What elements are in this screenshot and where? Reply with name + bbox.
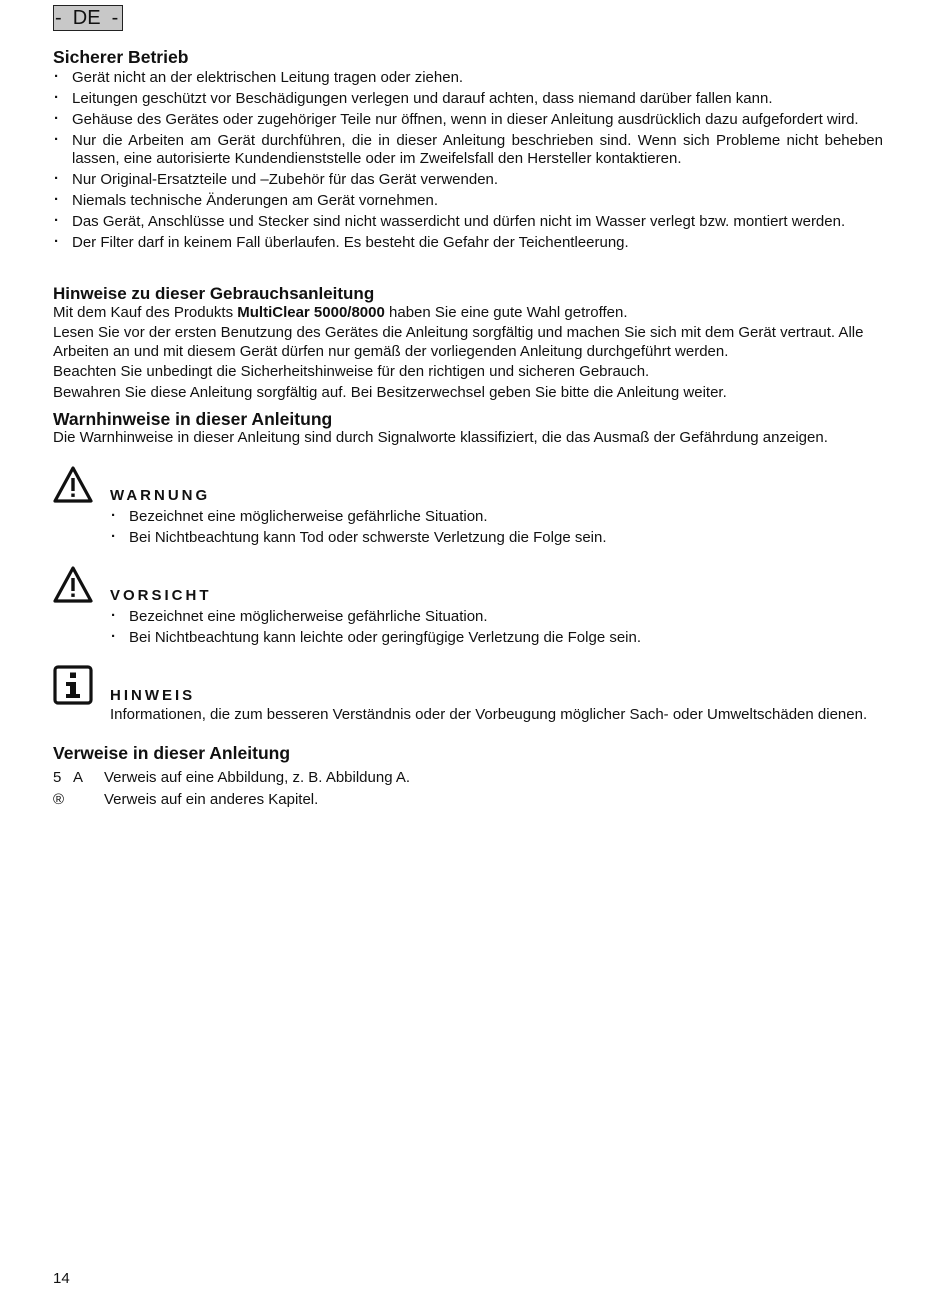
reference-symbol: 5 A [53,768,84,786]
list-item: · Gehäuse des Gerätes oder zugehöriger Teile nur öffnen, wenn in dieser Anleitung ausdrücklich dazu aufgefordert wird. [53,111,883,130]
notice-title-hinweis: HINWEIS [110,687,196,704]
page-number: 14 [53,1270,70,1287]
intro-paragraph [53,304,883,323]
list-item: · Nur die Arbeiten am Gerät durchführen, die in dieser Anleitung beschrieben sind. Wenn sich Probleme nicht beheben lassen, eine autorisierte Kundendienststelle oder im Zweifelsfall den Hersteller kontaktieren. [53,132,883,169]
list-item: · Bezeichnet eine möglicherweise gefährliche Situation. [110,508,883,527]
intro-post: haben Sie eine gute Wahl getroffen. [384,303,628,321]
safety-list [53,69,883,253]
section-title-verweise: Verweise in dieser Anleitung [53,743,291,763]
reference-text: Verweis auf eine Abbildung, z. B. Abbildung A. [104,768,411,786]
notice-warnung [53,465,883,547]
vorsicht-list [110,608,883,648]
warning-triangle-icon [53,465,93,505]
intro-pre: Mit dem Kauf des Produkts [53,303,238,321]
notice-vorsicht [53,565,883,647]
section-title-hinweise: Hinweise zu dieser Gebrauchsanleitung [53,283,375,303]
list-item: · Das Gerät, Anschlüsse und Stecker sind nicht wasserdicht und dürfen nicht im Wasser verlegt bzw. montiert werden. [53,213,883,232]
list-item: · Nur Original-Ersatzteile und –Zubehör für das Gerät verwenden. [53,171,883,190]
reference-list [53,769,883,810]
paragraph-warnhinweise: Die Warnhinweise in dieser Anleitung sind durch Signalworte klassifiziert, die das Ausmaß der Gefährdung anzeigen. [53,428,828,446]
list-item: · Niemals technische Änderungen am Gerät vornehmen. [53,192,883,211]
reference-symbol: ® [53,791,65,808]
notice-title-vorsicht: VORSICHT [110,587,212,604]
paragraph-safety-notes: Beachten Sie unbedingt die Sicherheitshinweise für den richtigen und sicheren Gebrauch. [53,363,650,380]
reference-text: Verweis auf ein anderes Kapitel. [104,791,319,808]
list-item: · Bei Nichtbeachtung kann Tod oder schwerste Verletzung die Folge sein. [110,529,883,548]
notice-hinweis [53,665,883,724]
list-item: · Bezeichnet eine möglicherweise gefährliche Situation. [110,608,883,627]
info-icon [53,665,93,705]
list-item: · Der Filter darf in keinem Fall überlaufen. Es besteht die Gefahr der Teichentleerung. [53,234,883,253]
section-title-sicherer-betrieb: Sicherer Betrieb [53,47,189,67]
product-name: MultiClear 5000/8000 [237,303,385,321]
warnung-list [110,508,883,548]
paragraph-keep-manual: Bewahren Sie diese Anleitung sorgfältig auf. Bei Besitzerwechsel geben Sie bitte die Anleitung weiter. [53,383,727,401]
list-item: · Bei Nichtbeachtung kann leichte oder geringfügige Verletzung die Folge sein. [110,629,883,648]
paragraph-read-manual: Lesen Sie vor der ersten Benutzung des Gerätes die Anleitung sorgfältig und machen Sie sich mit dem Gerät vertraut. Alle Arbeiten an und mit diesem Gerät dürfen nur gemäß der vorliegenden Anleitung durchgeführt werden. [53,324,864,360]
warning-triangle-icon [53,565,93,605]
page-content [53,48,883,814]
section-title-warnhinweise: Warnhinweise in dieser Anleitung [53,409,333,429]
reference-row [53,791,883,810]
language-tab: - DE - [53,5,123,31]
notice-text-hinweis: Informationen, die zum besseren Verständnis oder der Vorbeugung möglicher Sach- oder Umweltschäden dienen. [110,705,868,723]
notice-title-warnung: WARNUNG [110,487,211,504]
reference-row [53,769,883,788]
list-item: · Gerät nicht an der elektrischen Leitung tragen oder ziehen. [53,69,883,88]
list-item: · Leitungen geschützt vor Beschädigungen verlegen und darauf achten, dass niemand darüber fallen kann. [53,90,883,109]
